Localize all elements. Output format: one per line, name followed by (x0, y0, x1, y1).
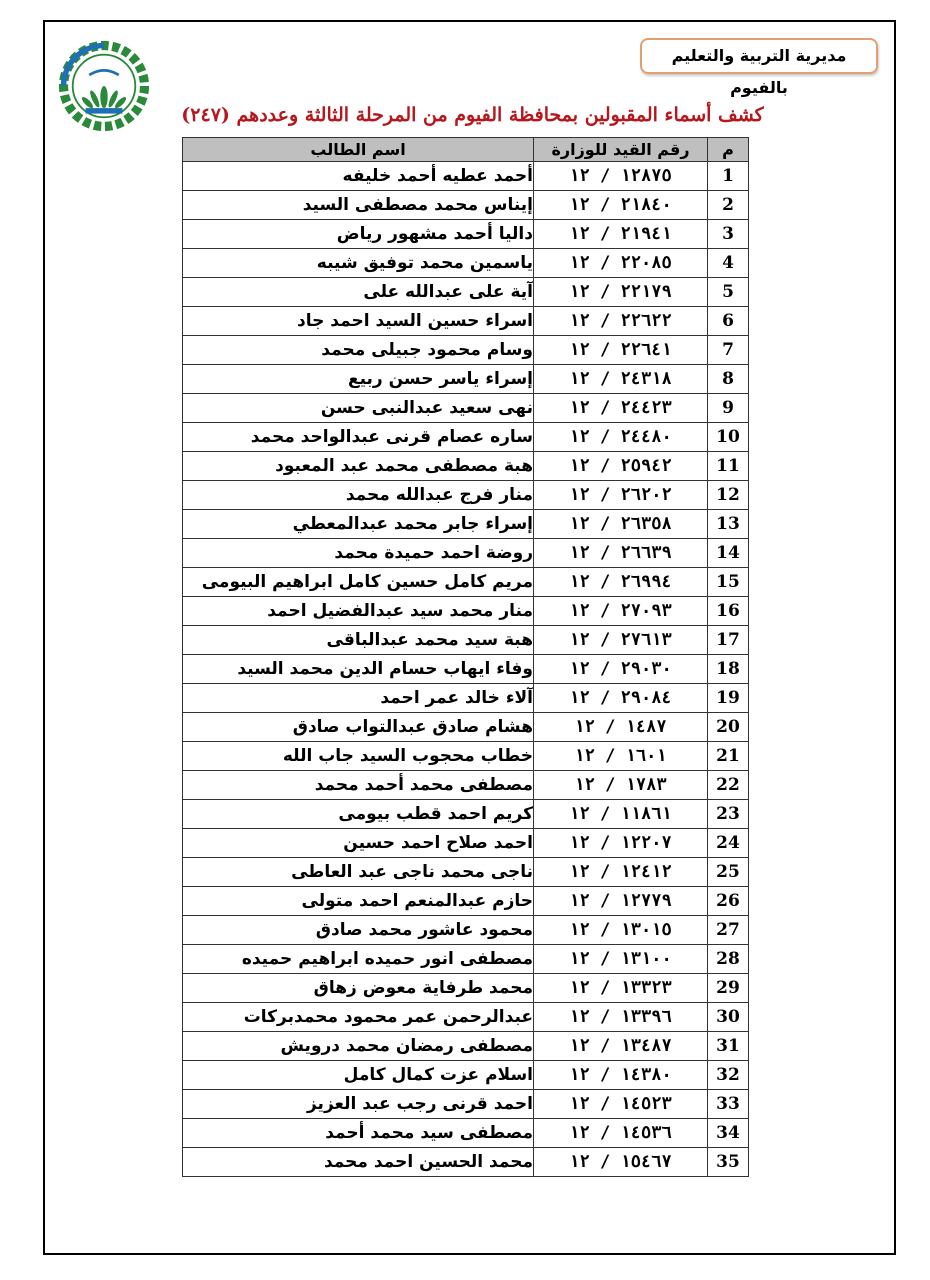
student-name: داليا أحمد مشهور رياض (183, 220, 534, 249)
row-number: 14 (708, 539, 749, 568)
table-row (183, 220, 749, 249)
student-name: محمود عاشور محمد صادق (183, 916, 534, 945)
directorate-label: مديرية التربية والتعليم بالفيوم (640, 38, 878, 74)
row-number: 29 (708, 974, 749, 1003)
table-row (183, 887, 749, 916)
row-number: 32 (708, 1061, 749, 1090)
registration-number: ١٥٤٦٧ / ١٢ (534, 1148, 708, 1177)
table-row (183, 1032, 749, 1061)
table-row (183, 510, 749, 539)
registration-number: ٢٢٦٤١ / ١٢ (534, 336, 708, 365)
table-row (183, 249, 749, 278)
registration-number: ٢٤٤٢٣ / ١٢ (534, 394, 708, 423)
row-number: 16 (708, 597, 749, 626)
table-row (183, 974, 749, 1003)
table-row (183, 1090, 749, 1119)
registration-number: ٢٢١٧٩ / ١٢ (534, 278, 708, 307)
table-row (183, 916, 749, 945)
row-number: 4 (708, 249, 749, 278)
student-name: ناجى محمد ناجى عبد العاطى (183, 858, 534, 887)
table-row (183, 829, 749, 858)
student-name: آية على عبدالله على (183, 278, 534, 307)
row-number: 6 (708, 307, 749, 336)
table-header-row (183, 138, 749, 162)
student-name: مصطفى انور حميده ابراهيم حميده (183, 945, 534, 974)
row-number: 30 (708, 1003, 749, 1032)
registration-number: ١٢٤١٢ / ١٢ (534, 858, 708, 887)
registration-number: ١٣٠١٥ / ١٢ (534, 916, 708, 945)
row-number: 20 (708, 713, 749, 742)
registration-number: ٢١٩٤١ / ١٢ (534, 220, 708, 249)
registration-number: ١٤٨٧ / ١٢ (534, 713, 708, 742)
student-name: ياسمين محمد توفيق شيبه (183, 249, 534, 278)
admitted-students-table (182, 137, 749, 1177)
student-name: حازم عبدالمنعم احمد متولى (183, 887, 534, 916)
table-row (183, 423, 749, 452)
student-name: إسراء ياسر حسن ربيع (183, 365, 534, 394)
student-name: مريم كامل حسين كامل ابراهيم البيومى (183, 568, 534, 597)
row-number: 7 (708, 336, 749, 365)
row-number: 31 (708, 1032, 749, 1061)
registration-number: ٢٧٦١٣ / ١٢ (534, 626, 708, 655)
row-number: 13 (708, 510, 749, 539)
student-name: اسراء حسين السيد احمد جاد (183, 307, 534, 336)
registration-number: ٢٥٩٤٢ / ١٢ (534, 452, 708, 481)
student-name: خطاب محجوب السيد جاب الله (183, 742, 534, 771)
student-name: هبة سيد محمد عبدالباقى (183, 626, 534, 655)
student-name: هشام صادق عبدالتواب صادق (183, 713, 534, 742)
registration-number: ٢٢٦٢٢ / ١٢ (534, 307, 708, 336)
row-number: 8 (708, 365, 749, 394)
table-row (183, 597, 749, 626)
row-number: 33 (708, 1090, 749, 1119)
table-row (183, 307, 749, 336)
row-number: 19 (708, 684, 749, 713)
row-number: 2 (708, 191, 749, 220)
table-row (183, 191, 749, 220)
registration-number: ١٤٥٢٣ / ١٢ (534, 1090, 708, 1119)
table-row (183, 684, 749, 713)
registration-number: ٢٩٠٣٠ / ١٢ (534, 655, 708, 684)
table-row (183, 336, 749, 365)
registration-number: ٢١٨٤٠ / ١٢ (534, 191, 708, 220)
row-number: 22 (708, 771, 749, 800)
row-number: 21 (708, 742, 749, 771)
student-name: احمد قرنى رجب عبد العزيز (183, 1090, 534, 1119)
student-name: منار محمد سيد عبدالفضيل احمد (183, 597, 534, 626)
table-row (183, 162, 749, 191)
registration-number: ١٧٨٣ / ١٢ (534, 771, 708, 800)
table-row (183, 539, 749, 568)
student-name: روضة احمد حميدة محمد (183, 539, 534, 568)
student-name: احمد صلاح احمد حسين (183, 829, 534, 858)
row-number: 12 (708, 481, 749, 510)
registration-number: ١٦٠١ / ١٢ (534, 742, 708, 771)
table-row (183, 1003, 749, 1032)
table-row (183, 626, 749, 655)
registration-number: ١٤٥٣٦ / ١٢ (534, 1119, 708, 1148)
registration-number: ١٣٣٢٣ / ١٢ (534, 974, 708, 1003)
table-row (183, 742, 749, 771)
registration-number: ١٢٧٧٩ / ١٢ (534, 887, 708, 916)
table-row (183, 568, 749, 597)
registration-number: ٢٦٢٠٢ / ١٢ (534, 481, 708, 510)
registration-number: ١٣١٠٠ / ١٢ (534, 945, 708, 974)
student-name: وفاء ايهاب حسام الدين محمد السيد (183, 655, 534, 684)
student-name: اسلام عزت كمال كامل (183, 1061, 534, 1090)
table-row (183, 655, 749, 684)
student-name: أحمد عطيه أحمد خليفه (183, 162, 534, 191)
row-number: 23 (708, 800, 749, 829)
registration-number: ٢٧٠٩٣ / ١٢ (534, 597, 708, 626)
table-row (183, 481, 749, 510)
registration-number: ٢٦٦٣٩ / ١٢ (534, 539, 708, 568)
student-name: مصطفى سيد محمد أحمد (183, 1119, 534, 1148)
row-number: 34 (708, 1119, 749, 1148)
registration-number: ١٣٤٨٧ / ١٢ (534, 1032, 708, 1061)
directorate-logo (58, 40, 150, 132)
table-row (183, 365, 749, 394)
registration-number: ١٣٣٩٦ / ١٢ (534, 1003, 708, 1032)
row-number: 27 (708, 916, 749, 945)
table-row (183, 800, 749, 829)
table-row (183, 278, 749, 307)
registration-number: ٢٦٩٩٤ / ١٢ (534, 568, 708, 597)
student-name: إيناس محمد مصطفى السيد (183, 191, 534, 220)
row-number: 25 (708, 858, 749, 887)
table-row (183, 945, 749, 974)
student-name: ساره عصام قرنى عبدالواحد محمد (183, 423, 534, 452)
registration-number: ١١٨٦١ / ١٢ (534, 800, 708, 829)
table-row (183, 1119, 749, 1148)
table-row (183, 1061, 749, 1090)
col-header-number: م (708, 138, 749, 162)
student-name: إسراء جابر محمد عبدالمعطي (183, 510, 534, 539)
col-header-registration: رقم القيد للوزارة (534, 138, 708, 162)
registration-number: ١٤٣٨٠ / ١٢ (534, 1061, 708, 1090)
table-row (183, 713, 749, 742)
student-name: محمد الحسين احمد محمد (183, 1148, 534, 1177)
student-name: نهى سعيد عبدالنبى حسن (183, 394, 534, 423)
registration-number: ٢٢٠٨٥ / ١٢ (534, 249, 708, 278)
student-name: مصطفى محمد أحمد محمد (183, 771, 534, 800)
row-number: 35 (708, 1148, 749, 1177)
student-name: محمد طرفاية معوض زهاق (183, 974, 534, 1003)
row-number: 11 (708, 452, 749, 481)
row-number: 24 (708, 829, 749, 858)
registration-number: ١٢٢٠٧ / ١٢ (534, 829, 708, 858)
row-number: 17 (708, 626, 749, 655)
row-number: 18 (708, 655, 749, 684)
row-number: 3 (708, 220, 749, 249)
registration-number: ٢٦٣٥٨ / ١٢ (534, 510, 708, 539)
table-row (183, 394, 749, 423)
row-number: 26 (708, 887, 749, 916)
student-name: كريم احمد قطب بيومى (183, 800, 534, 829)
document-title: كشف أسماء المقبولين بمحافظة الفيوم من المرحلة الثالثة وعددهم (٢٤٧) (181, 104, 764, 126)
student-name: عبدالرحمن عمر محمود محمدبركات (183, 1003, 534, 1032)
student-name: منار فرج عبدالله محمد (183, 481, 534, 510)
table-row (183, 771, 749, 800)
registration-number: ١٢٨٧٥ / ١٢ (534, 162, 708, 191)
row-number: 10 (708, 423, 749, 452)
table-row (183, 858, 749, 887)
registration-number: ٢٤٤٨٠ / ١٢ (534, 423, 708, 452)
row-number: 15 (708, 568, 749, 597)
registration-number: ٢٩٠٨٤ / ١٢ (534, 684, 708, 713)
row-number: 1 (708, 162, 749, 191)
col-header-student-name: اسم الطالب (183, 138, 534, 162)
table-row (183, 1148, 749, 1177)
row-number: 28 (708, 945, 749, 974)
student-name: وسام محمود جبيلى محمد (183, 336, 534, 365)
student-name: آلاء خالد عمر احمد (183, 684, 534, 713)
registration-number: ٢٤٣١٨ / ١٢ (534, 365, 708, 394)
student-name: مصطفى رمضان محمد درويش (183, 1032, 534, 1061)
table-row (183, 452, 749, 481)
row-number: 5 (708, 278, 749, 307)
student-name: هبة مصطفى محمد عبد المعبود (183, 452, 534, 481)
row-number: 9 (708, 394, 749, 423)
